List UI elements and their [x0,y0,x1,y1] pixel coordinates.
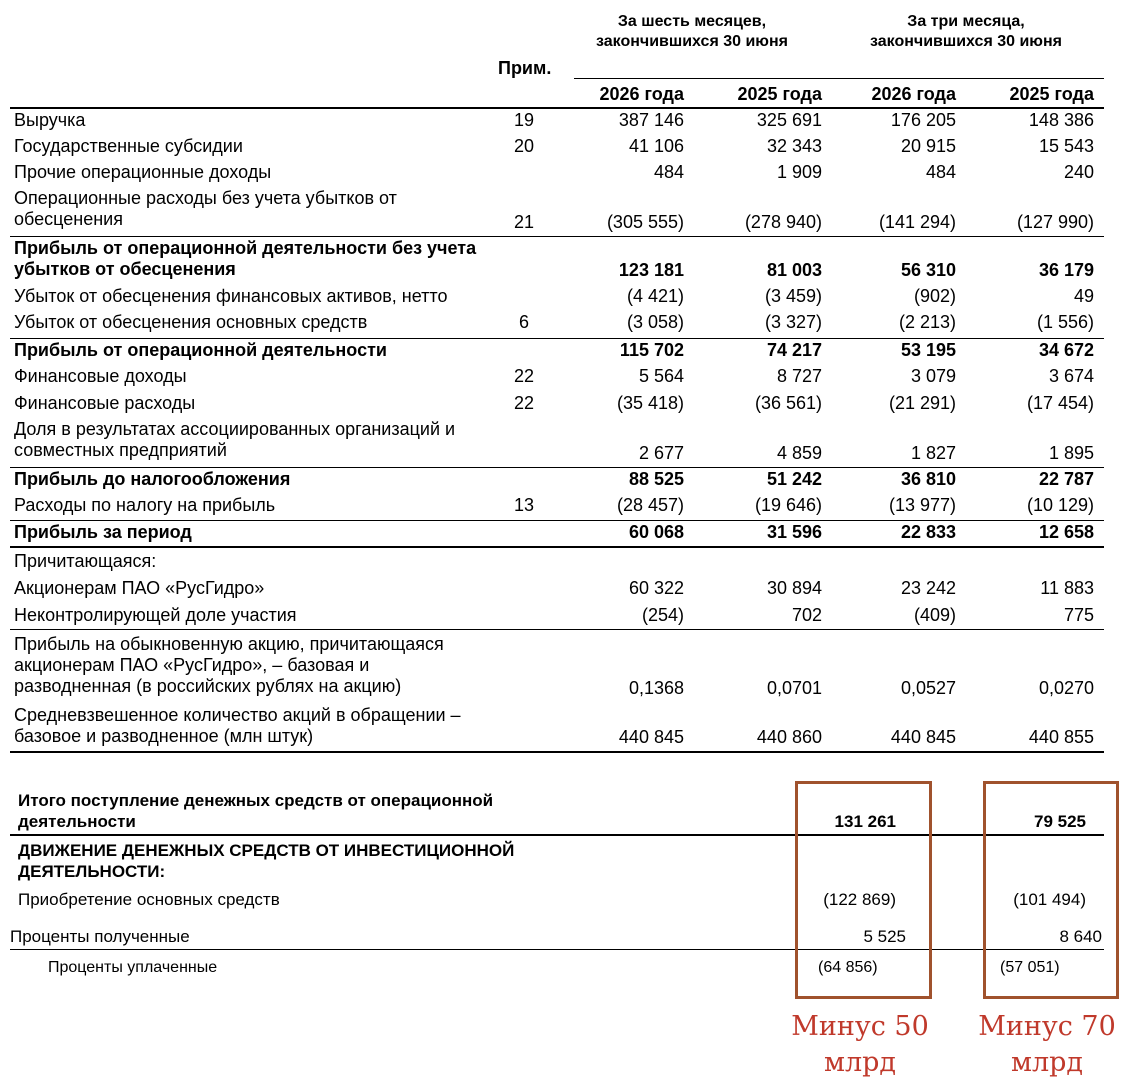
row-value: 12 658 [1038,522,1094,542]
row-value: 41 106 [628,136,684,156]
row-value: 60 322 [628,578,684,598]
row-value: 31 596 [766,522,822,542]
row-value: (3 459) [764,286,822,306]
row-label: Финансовые доходы [14,366,187,386]
six-months-header: За шесть месяцев, закончившихся 30 июня [596,13,788,50]
row-value: 32 343 [766,136,822,156]
row-value: 1 895 [1048,443,1094,463]
row-label: Доля в результатах ассоциированных организаций и совместных предприятий [14,419,456,460]
row-value: (409) [913,605,956,625]
year-header-1: 2026 года [599,84,684,104]
row-value: (254) [641,605,684,625]
row-value: (19 646) [754,495,822,515]
row-note: 22 [513,366,535,386]
row-value: 20 915 [900,136,956,156]
row-value: 56 310 [900,260,956,280]
interest-received-2025: 8 640 [1059,927,1102,946]
row-value: 60 068 [628,522,684,542]
row-label: Выручка [14,110,86,130]
row-value: 8 727 [776,366,822,386]
row-label: Убыток от обесценения финансовых активов, нетто [14,286,448,306]
cashflow-rule [10,834,1104,836]
row-label: Прибыль за период [14,522,192,542]
year-header-3: 2026 года [871,84,956,104]
row-note: 6 [518,312,529,332]
row-label: Операционные расходы без учета убытков от обесценения [14,188,397,229]
row-rule [10,338,1104,339]
row-value: 0,0701 [766,678,822,698]
row-value: 1 827 [910,443,956,463]
row-value: 36 179 [1038,260,1094,280]
row-value: 2 677 [638,443,684,463]
row-value: 440 860 [756,727,822,747]
row-value: (17 454) [1026,393,1094,413]
row-value: 440 845 [890,727,956,747]
row-value: 325 691 [756,110,822,130]
three-months-header: За три месяца, закончившихся 30 июня [870,13,1062,50]
row-label: Причитающаяся: [14,551,157,571]
row-value: (35 418) [616,393,684,413]
row-value: 440 855 [1028,727,1094,747]
row-label: Прибыль до налогообложения [14,469,291,489]
operating-cash-total-2026: 131 261 [834,812,896,831]
row-value: (278 940) [744,212,822,232]
row-value: 240 [1063,162,1094,182]
row-value: 0,0270 [1038,678,1094,698]
interest-paid-2026: (64 856) [818,959,878,976]
interest-received-label: Проценты полученные [10,927,190,946]
row-value: 30 894 [766,578,822,598]
row-value: (902) [913,286,956,306]
row-value: 0,1368 [628,678,684,698]
row-value: 387 146 [618,110,684,130]
row-value: 88 525 [628,469,684,489]
note-column-header: Прим. [498,58,552,78]
row-note: 19 [513,110,535,130]
row-value: 115 702 [619,340,684,360]
row-value: (10 129) [1026,495,1094,515]
row-value: 3 079 [910,366,956,386]
row-label: Финансовые расходы [14,393,196,413]
row-value: 176 205 [890,110,956,130]
row-value: 11 883 [1040,578,1094,598]
row-value: 484 [653,162,684,182]
interest-divider [10,949,1104,950]
row-note: 22 [513,393,535,413]
interest-received-2026: 5 525 [863,927,906,946]
ppe-2025: (101 494) [1013,890,1086,909]
row-note: 13 [513,495,535,515]
row-label: Неконтролирующей доле участия [14,605,297,625]
row-rule [10,629,1104,630]
row-rule [10,520,1104,521]
row-value: 0,0527 [900,678,956,698]
row-value: 775 [1063,605,1094,625]
row-label: Акционерам ПАО «РусГидро» [14,578,265,598]
row-note: 20 [513,136,535,156]
row-value: 34 672 [1038,340,1094,360]
annotation-minus-50: Минус 50 млрд [791,1011,929,1078]
row-note: 21 [513,212,535,232]
row-rule [10,546,1104,548]
row-value: (3 327) [764,312,822,332]
row-value: 81 003 [766,260,822,280]
row-value: 4 859 [776,443,822,463]
row-label: Расходы по налогу на прибыль [14,495,276,515]
row-value: 123 181 [618,260,684,280]
row-rule [10,751,1104,753]
row-value: (2 213) [898,312,956,332]
row-value: 440 845 [618,727,684,747]
ppe-2026: (122 869) [823,890,896,909]
row-value: 22 833 [900,522,956,542]
row-rule [10,236,1104,237]
row-value: 53 195 [900,340,956,360]
row-label: Прочие операционные доходы [14,162,272,182]
row-value: 74 217 [766,340,822,360]
row-rule [10,467,1104,468]
row-value: 22 787 [1038,469,1094,489]
row-label: Убыток от обесценения основных средств [14,312,368,332]
row-value: (127 990) [1016,212,1094,232]
row-value: 1 909 [776,162,822,182]
row-value: 484 [925,162,956,182]
interest-paid-label: Проценты уплаченные [48,959,218,976]
row-value: (4 421) [626,286,684,306]
row-label: Прибыль от операционной деятельности [14,340,387,360]
row-value: 51 242 [766,469,822,489]
year-header-4: 2025 года [1009,84,1094,104]
row-label: Прибыль от операционной деятельности без учета убытков от обесценения [14,238,477,279]
row-value: 3 674 [1048,366,1094,386]
interest-paid-2025: (57 051) [1000,959,1060,976]
row-value: (13 977) [888,495,956,515]
row-label: Прибыль на обыкновенную акцию, причитающаяся акционерам ПАО «РусГидро», – базовая и разводненная (в российских рублях на акцию) [14,634,444,696]
investing-heading: ДВИЖЕНИЕ ДЕНЕЖНЫХ СРЕДСТВ ОТ ИНВЕСТИЦИОННОЙ ДЕЯТЕЛЬНОСТИ: [18,841,515,881]
year-header-2: 2025 года [737,84,822,104]
row-value: 148 386 [1028,110,1094,130]
ppe-label: Приобретение основных средств [18,890,280,909]
row-value: (141 294) [878,212,956,232]
operating-cash-total-2025: 79 525 [1034,812,1086,831]
row-label: Средневзвешенное количество акций в обращении – базовое и разводненное (млн штук) [14,705,461,746]
row-value: (3 058) [626,312,684,332]
header-divider [574,78,1104,79]
row-label: Государственные субсидии [14,136,243,156]
row-value: (21 291) [888,393,956,413]
row-value: 49 [1073,286,1094,306]
row-value: (28 457) [616,495,684,515]
row-value: (305 555) [606,212,684,232]
row-value: 36 810 [900,469,956,489]
row-value: (36 561) [754,393,822,413]
annotation-minus-70: Минус 70 млрд [978,1011,1116,1078]
row-value: 23 242 [900,578,956,598]
row-value: 15 543 [1038,136,1094,156]
header-rule [10,107,1104,109]
highlight-box-six-months [795,781,932,999]
operating-cash-total-label: Итого поступление денежных средств от операционной деятельности [18,791,494,831]
row-value: (1 556) [1036,312,1094,332]
highlight-box-three-months [983,781,1119,999]
row-value: 5 564 [638,366,684,386]
row-value: 702 [791,605,822,625]
